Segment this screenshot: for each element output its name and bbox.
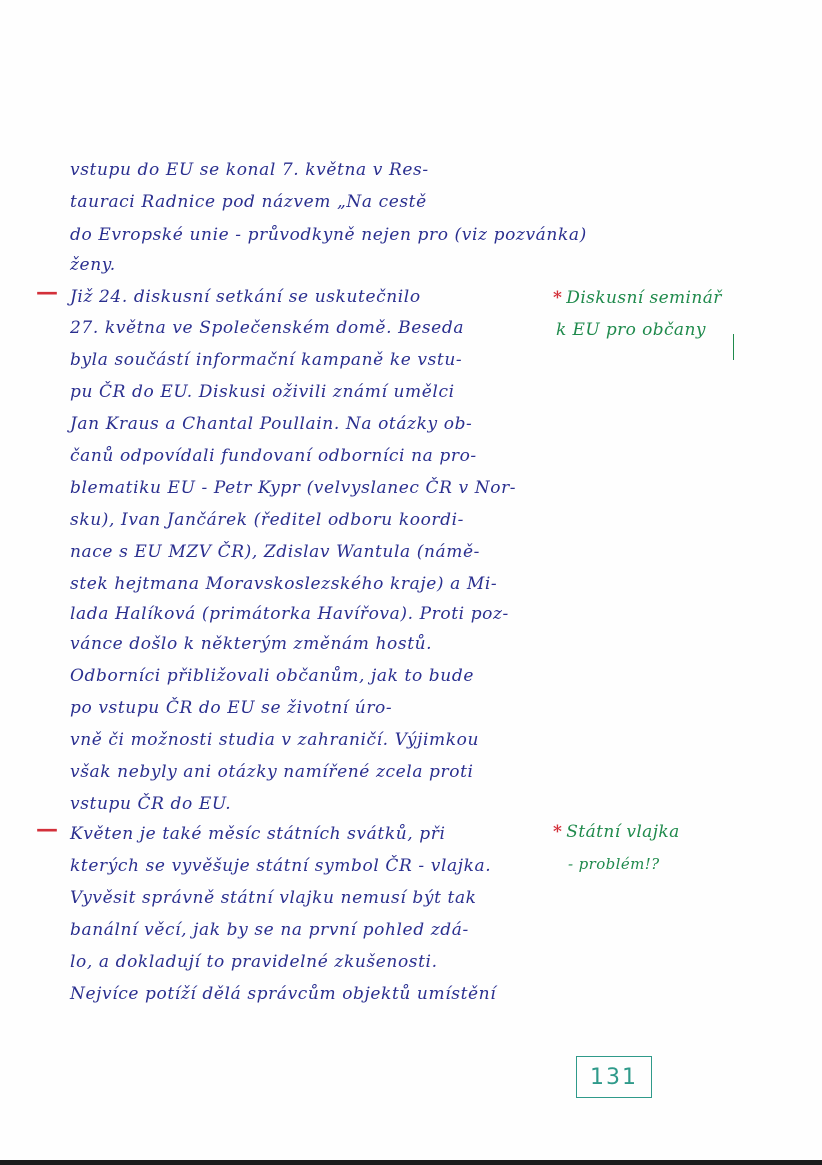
text-line: lo, a dokladují to pravidelné zkušenosti.: [70, 952, 438, 972]
margin-dash-mark: —: [36, 279, 58, 305]
text-line: vně či možnosti studia v zahraničí. Výjimkou: [70, 730, 479, 750]
margin-note-text: Státní vlajka: [566, 822, 680, 842]
text-line: nace s EU MZV ČR), Zdislav Wantula (námě-: [70, 542, 480, 562]
text-line: ženy.: [70, 255, 116, 275]
margin-note-seminar-line2: k EU pro občany: [556, 320, 706, 340]
text-line: sku), Ivan Jančárek (ředitel odboru koordi-: [70, 510, 465, 530]
text-line: byla součástí informační kampaně ke vstu-: [70, 350, 463, 370]
text-line: čanů odpovídali fundovaní odborníci na pro-: [70, 446, 477, 466]
text-line: po vstupu ČR do EU se životní úro-: [70, 698, 393, 718]
margin-note-flag-line2: - problém!?: [568, 855, 660, 873]
text-line: banální věcí, jak by se na první pohled zdá-: [70, 920, 469, 940]
page-number: 131: [590, 1064, 638, 1090]
asterisk-icon: *: [553, 288, 563, 308]
text-line: Vyvěsit správně státní vlajku nemusí být tak: [70, 888, 477, 908]
note-underline-stroke: [733, 334, 734, 360]
page-number-box: [576, 1056, 652, 1098]
scan-bottom-edge: [0, 1160, 822, 1165]
text-line: blematiku EU - Petr Kypr (velvyslanec ČR v Nor-: [70, 478, 517, 498]
text-line: Květen je také měsíc státních svátků, při: [70, 824, 446, 844]
text-line: 27. května ve Společenském domě. Beseda: [70, 318, 465, 338]
text-line: kterých se vyvěšuje státní symbol ČR - vlajka.: [70, 856, 492, 876]
margin-note-flag: [553, 818, 680, 846]
text-line: Odborníci přibližovali občanům, jak to bude: [70, 666, 474, 686]
text-line: pu ČR do EU. Diskusi oživili známí umělci: [70, 382, 455, 402]
text-line: vánce došlo k některým změnám hostů.: [70, 634, 433, 654]
text-line: Již 24. diskusní setkání se uskutečnilo: [70, 287, 421, 307]
text-line: vstupu do EU se konal 7. května v Res-: [70, 160, 429, 180]
text-line: do Evropské unie - průvodkyně nejen pro (viz pozvánka): [70, 225, 587, 245]
text-line: vstupu ČR do EU.: [70, 794, 232, 814]
text-line: Nejvíce potíží dělá správcům objektů umístění: [70, 984, 497, 1004]
text-line: však nebyly ani otázky namířené zcela proti: [70, 762, 474, 782]
text-line: tauraci Radnice pod názvem „Na cestě: [70, 192, 427, 212]
text-line: Jan Kraus a Chantal Poullain. Na otázky ob-: [70, 414, 473, 434]
margin-note-text: Diskusní seminář: [566, 288, 722, 308]
text-line: lada Halíková (primátorka Havířova). Proti poz-: [70, 604, 509, 624]
margin-note-seminar: [553, 284, 722, 312]
asterisk-icon: *: [553, 822, 563, 842]
text-line: stek hejtmana Moravskoslezského kraje) a Mi-: [70, 574, 498, 594]
margin-dash-mark: —: [36, 816, 58, 842]
